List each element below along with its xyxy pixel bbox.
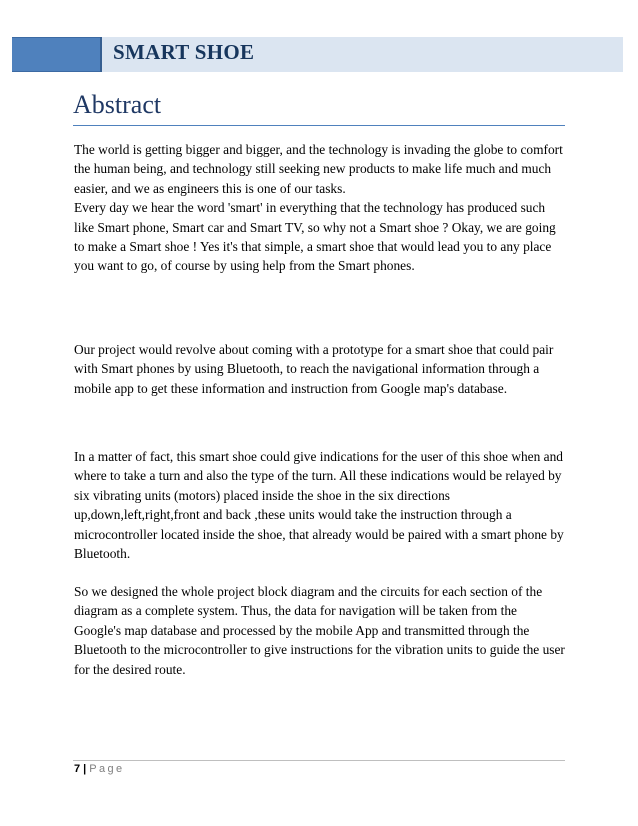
footer-separator: | xyxy=(83,763,87,775)
paragraph-project: Our project would revolve about coming with a prototype for a smart shoe that could pair with Smart phones by using Bluetooth, to reach the navigational information through a mobile app to get these information and instruction from Google map's database. xyxy=(74,342,554,396)
document-header-title: SMART SHOE xyxy=(113,40,255,64)
paragraph-intro: The world is getting bigger and bigger, and the technology is invading the globe to comfort the human being, and technology still seeking new products to make life much and much easier, and we as engineers this is one of our tasks. Every day we hear the word 'smart' in everything that the technology has produced such like Smart phone, Smart car and Smart TV, so why not a Smart shoe ? Okay, we are going to make a Smart shoe ! Yes it's that simple, a smart shoe that would lead you to any place you want to go, of course by using help from the Smart phones. xyxy=(74,142,563,274)
page-footer xyxy=(74,763,125,775)
section-heading: Abstract xyxy=(73,90,162,119)
paragraph-design: So we designed the whole project block diagram and the circuits for each section of the diagram as a complete system. Thus, the data for navigation will be taken from the Google's map database and processed by the mobile App and transmitted through the Bluetooth to the microcontroller to give instructions for the vibration units to guide the user for the desired route. xyxy=(74,584,565,677)
page-number: 7 xyxy=(74,763,81,775)
heading-underline xyxy=(73,125,565,126)
footer-divider xyxy=(73,760,565,761)
page-label: Page xyxy=(89,763,125,775)
paragraph-indications: In a matter of fact, this smart shoe could give indications for the user of this shoe when and where to take a turn and also the type of the turn. All these indications would be relayed by six vibrating units (motors) placed inside the shoe in the six directions up,down,left,right,front and back ,these units would take the instruction through a microcontroller located inside the shoe, that already would be paired with a smart phone by Bluetooth. xyxy=(74,449,564,562)
